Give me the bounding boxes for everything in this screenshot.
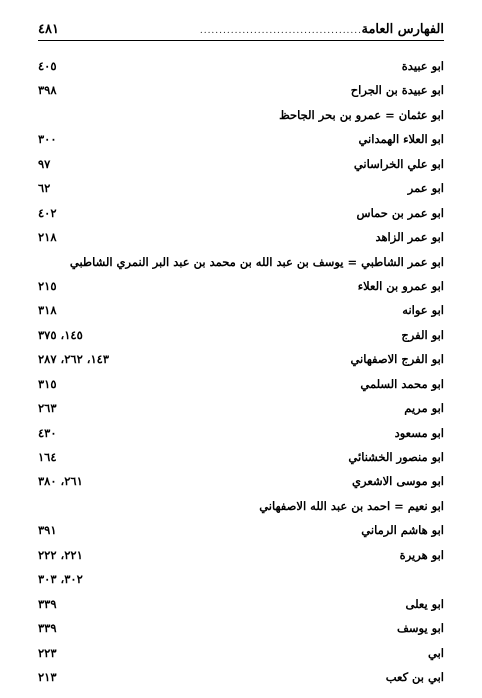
index-entry bbox=[38, 230, 444, 254]
index-entry bbox=[38, 450, 444, 474]
index-entry bbox=[38, 377, 444, 401]
entry-name: ابو هاشم الرماني bbox=[361, 523, 444, 538]
header-dot-leader: .......................................... bbox=[199, 26, 362, 36]
index-entry bbox=[38, 328, 444, 352]
entry-pages: ٤٠٥ bbox=[38, 59, 57, 73]
entry-pages: ٣٣٩ bbox=[38, 621, 57, 636]
entry-pages: ٢٢١، ٢٢٢ bbox=[38, 547, 83, 562]
index-entries bbox=[38, 59, 444, 694]
entry-name: ابو علي الخراساني bbox=[353, 156, 444, 171]
index-entry bbox=[38, 132, 444, 156]
entry-name: ابو الفرج الاصفهاني bbox=[350, 352, 444, 367]
index-entry bbox=[38, 59, 444, 83]
entry-name: ابو يعلى bbox=[405, 596, 444, 611]
entry-name: ابو عبيدة بن الجراح bbox=[350, 83, 444, 98]
entry-name: ابو عمر الزاهد bbox=[375, 230, 444, 245]
entry-pages: ٣٩١ bbox=[38, 523, 57, 538]
entry-name: ابو عمر bbox=[407, 181, 444, 196]
entry-name: ابي bbox=[428, 645, 444, 660]
index-entry-cross-reference bbox=[38, 499, 444, 523]
entry-name: ابو مسعود bbox=[394, 425, 444, 440]
entry-pages: ١٦٤ bbox=[38, 450, 57, 464]
entry-pages: ٢١٥ bbox=[38, 278, 57, 293]
index-entry bbox=[38, 401, 444, 425]
entry-pages: ١٤٣، ٢٦٢، ٢٨٧ bbox=[38, 352, 110, 367]
entry-pages: ٣٩٨ bbox=[38, 83, 57, 98]
entry-name: ابو العلاء الهمداني bbox=[358, 132, 444, 147]
entry-pages: ٣٠٢، ٣٠٣ bbox=[38, 572, 83, 587]
index-entry bbox=[38, 523, 444, 547]
index-entry bbox=[38, 157, 444, 181]
entry-pages: ٤٠٢ bbox=[38, 205, 57, 220]
index-entry bbox=[38, 646, 444, 670]
index-entry-continuation bbox=[38, 572, 444, 596]
entry-name: ابو محمد السلمي bbox=[360, 376, 444, 391]
entry-name: ابو نعيم = احمد بن عبد الله الاصفهاني bbox=[259, 498, 444, 513]
index-entry bbox=[38, 206, 444, 230]
entry-pages: ٣٠٠ bbox=[38, 132, 57, 147]
entry-pages: ٣٣٩ bbox=[38, 596, 57, 611]
entry-name: ابو يوسف bbox=[396, 621, 444, 636]
entry-name: ابو عبيدة bbox=[401, 59, 444, 73]
entry-name: ابو عمرو بن العلاء bbox=[357, 278, 444, 293]
index-entry bbox=[38, 181, 444, 205]
index-entry bbox=[38, 621, 444, 645]
entry-pages: ٢٦١، ٣٨٠ bbox=[38, 474, 83, 489]
index-entry-cross-reference bbox=[38, 108, 444, 132]
entry-pages: ١٤٥، ٣٧٥ bbox=[38, 327, 83, 342]
entry-name: ابو عمر بن حماس bbox=[356, 205, 444, 220]
entry-pages: ٢٢٣ bbox=[38, 645, 57, 660]
header-rule bbox=[38, 40, 444, 41]
entry-name: ابو الفرج bbox=[401, 327, 444, 342]
entry-name: ابو عمر الشاطبي = يوسف بن عبد الله بن محمد بن عبد البر النمري الشاطبي bbox=[69, 254, 444, 269]
index-entry bbox=[38, 548, 444, 572]
header-title: الفهارس العامة bbox=[361, 22, 444, 37]
entry-name: ابو مريم bbox=[404, 401, 444, 416]
index-entry bbox=[38, 670, 444, 694]
page-header bbox=[38, 22, 444, 42]
entry-pages: ٤٣٠ bbox=[38, 425, 57, 440]
index-entry-cross-reference bbox=[38, 255, 444, 279]
page-number: ٤٨١ bbox=[38, 22, 59, 37]
entry-name: ابي بن كعب bbox=[385, 669, 444, 684]
entry-pages: ٢١٨ bbox=[38, 230, 57, 245]
index-entry bbox=[38, 352, 444, 376]
index-entry bbox=[38, 279, 444, 303]
entry-pages: ٩٧ bbox=[38, 156, 51, 171]
entry-pages: ٦٢ bbox=[38, 181, 51, 196]
entry-name: ابو منصور الخشنائي bbox=[348, 450, 444, 464]
index-entry bbox=[38, 597, 444, 621]
entry-pages: ٢١٣ bbox=[38, 669, 57, 684]
index-entry bbox=[38, 83, 444, 107]
entry-pages: ٣١٨ bbox=[38, 303, 57, 318]
entry-pages: ٣١٥ bbox=[38, 376, 57, 391]
entry-name: ابو عوانه bbox=[402, 303, 444, 318]
index-entry bbox=[38, 426, 444, 450]
index-entry bbox=[38, 474, 444, 498]
entry-name: ابو موسى الاشعري bbox=[352, 474, 444, 489]
entry-name: ابو عثمان = عمرو بن بحر الجاحظ bbox=[279, 107, 444, 122]
entry-name: ابو هريرة bbox=[399, 547, 444, 562]
entry-pages: ٢٦٣ bbox=[38, 401, 57, 416]
index-entry bbox=[38, 303, 444, 327]
